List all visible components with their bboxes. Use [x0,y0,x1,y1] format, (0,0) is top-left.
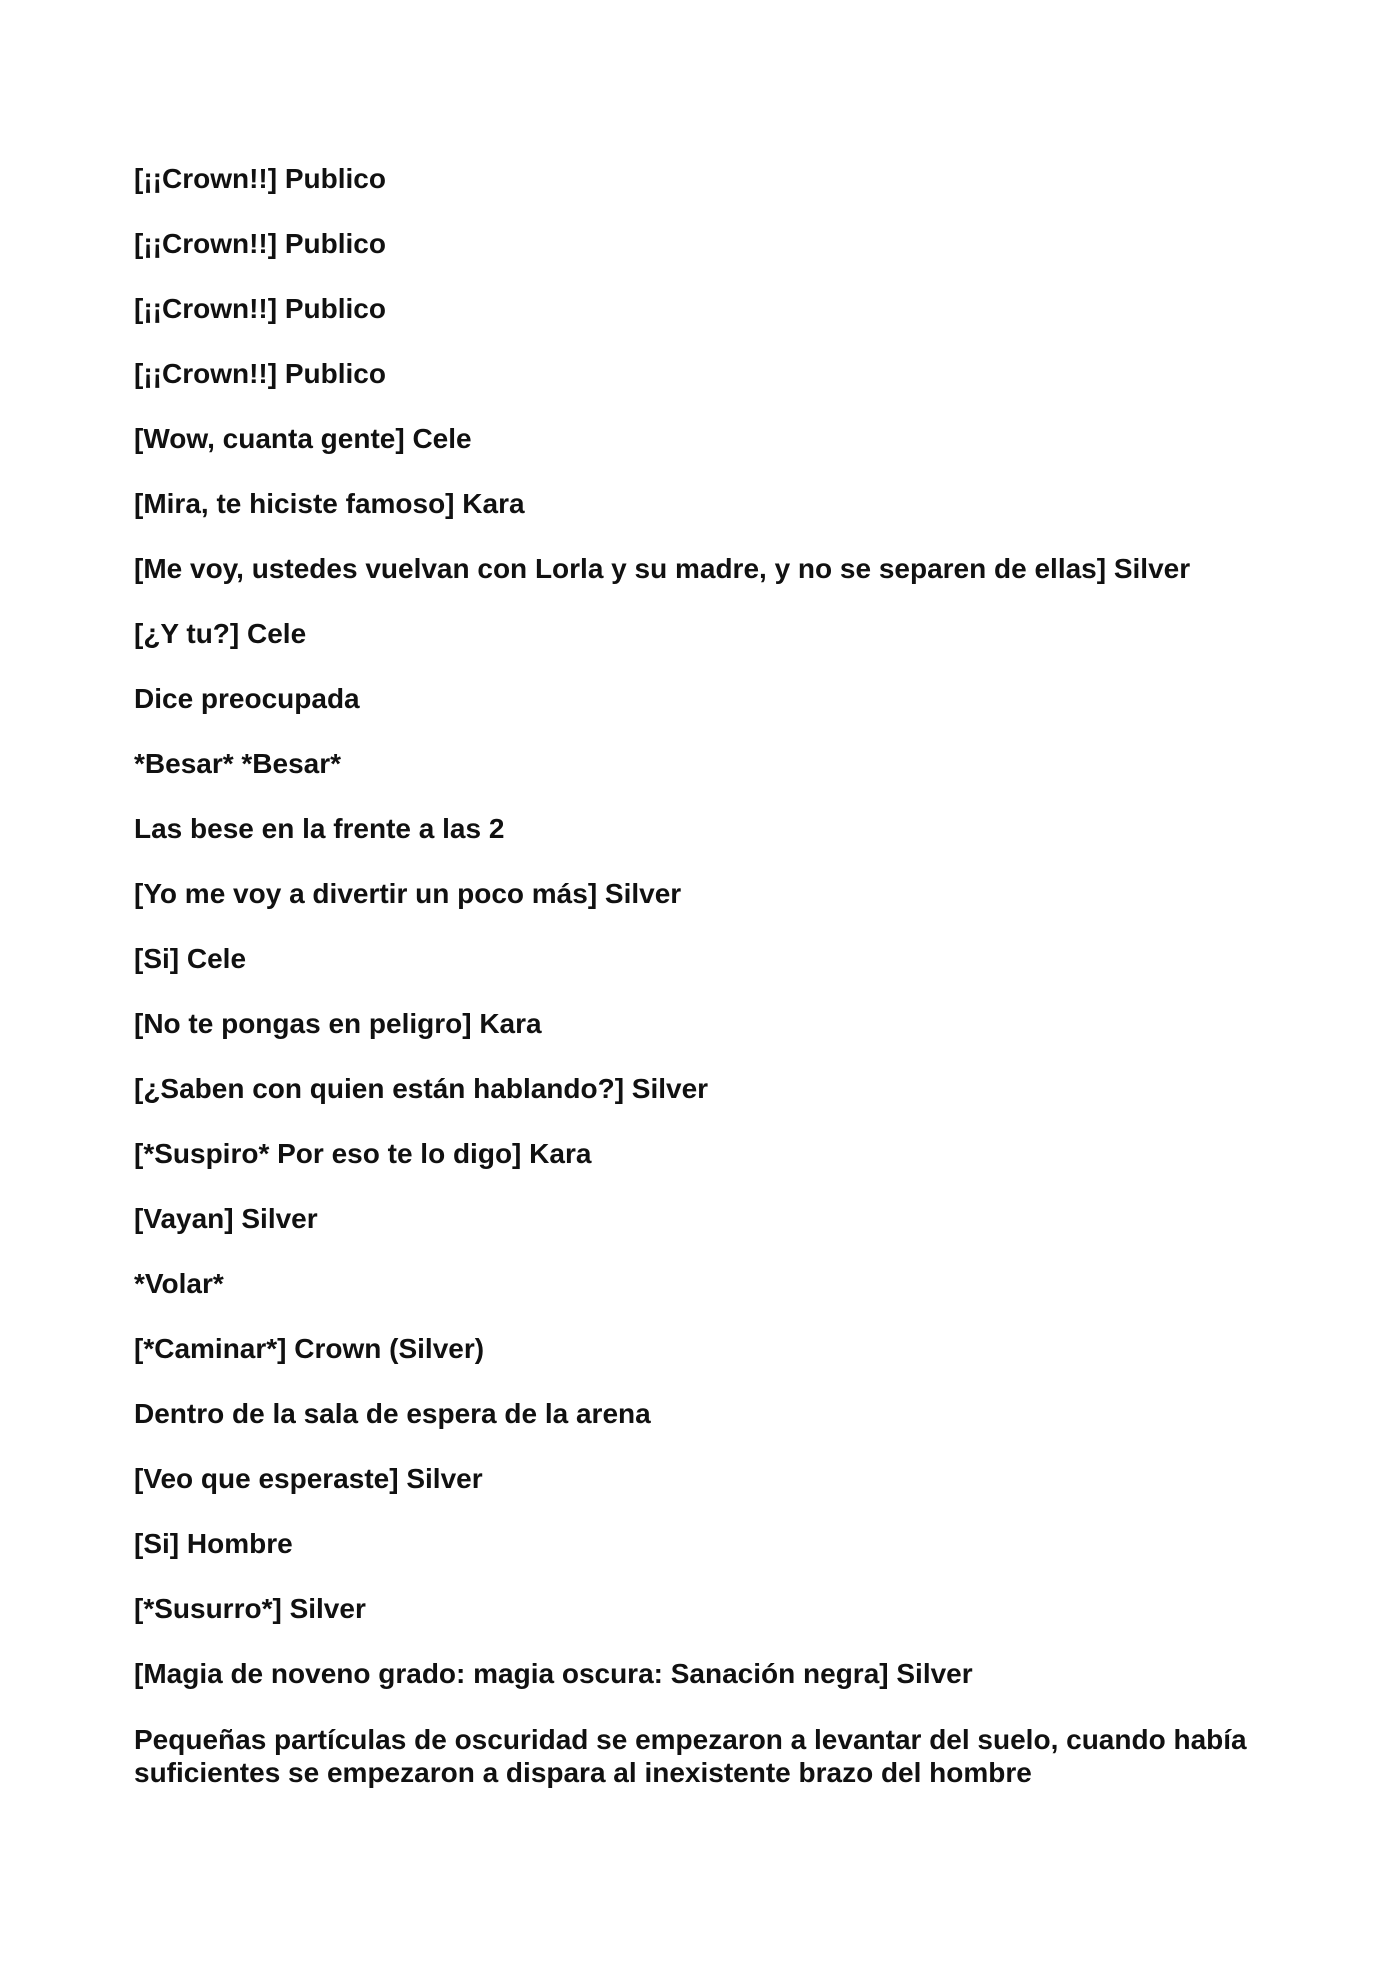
dialogue-line: [*Suspiro* Por eso te lo digo] Kara [134,1138,592,1169]
dialogue-line: [¡¡Crown!!] Publico [134,163,386,194]
dialogue-line: [Yo me voy a divertir un poco más] Silver [134,878,682,909]
dialogue-line: [No te pongas en peligro] Kara [134,1008,542,1039]
dialogue-line: [¿Saben con quien están hablando?] Silver [134,1073,709,1104]
dialogue-line: [Me voy, ustedes vuelvan con Lorla y su madre, y no se separen de ellas] Silver [134,553,1191,584]
action-line: *Volar* [134,1268,224,1299]
dialogue-line: [Si] Cele [134,943,247,974]
dialogue-line: [Si] Hombre [134,1528,293,1559]
dialogue-line: [¡¡Crown!!] Publico [134,228,386,259]
dialogue-line: [*Caminar*] Crown (Silver) [134,1333,485,1364]
dialogue-line: [¡¡Crown!!] Publico [134,293,386,324]
dialogue-line: [Magia de noveno grado: magia oscura: Sanación negra] Silver [134,1658,973,1689]
dialogue-line: [¡¡Crown!!] Publico [134,358,386,389]
narration-line: Dentro de la sala de espera de la arena [134,1398,651,1429]
narration-paragraph: Pequeñas partículas de oscuridad se empezaron a levantar del suelo, cuando había suficientes se empezaron a dispara al inexistente brazo del hombre [134,1724,1247,1788]
dialogue-line: [Mira, te hiciste famoso] Kara [134,488,525,519]
dialogue-line: [Wow, cuanta gente] Cele [134,423,472,454]
dialogue-line: [Veo que esperaste] Silver [134,1463,483,1494]
narration-line: Las bese en la frente a las 2 [134,813,505,844]
dialogue-line: [*Susurro*] Silver [134,1593,366,1624]
action-line: *Besar* *Besar* [134,748,342,779]
narration-line: Dice preocupada [134,683,360,714]
dialogue-line: [Vayan] Silver [134,1203,318,1234]
dialogue-line: [¿Y tu?] Cele [134,618,307,649]
document-body [134,163,1294,1822]
